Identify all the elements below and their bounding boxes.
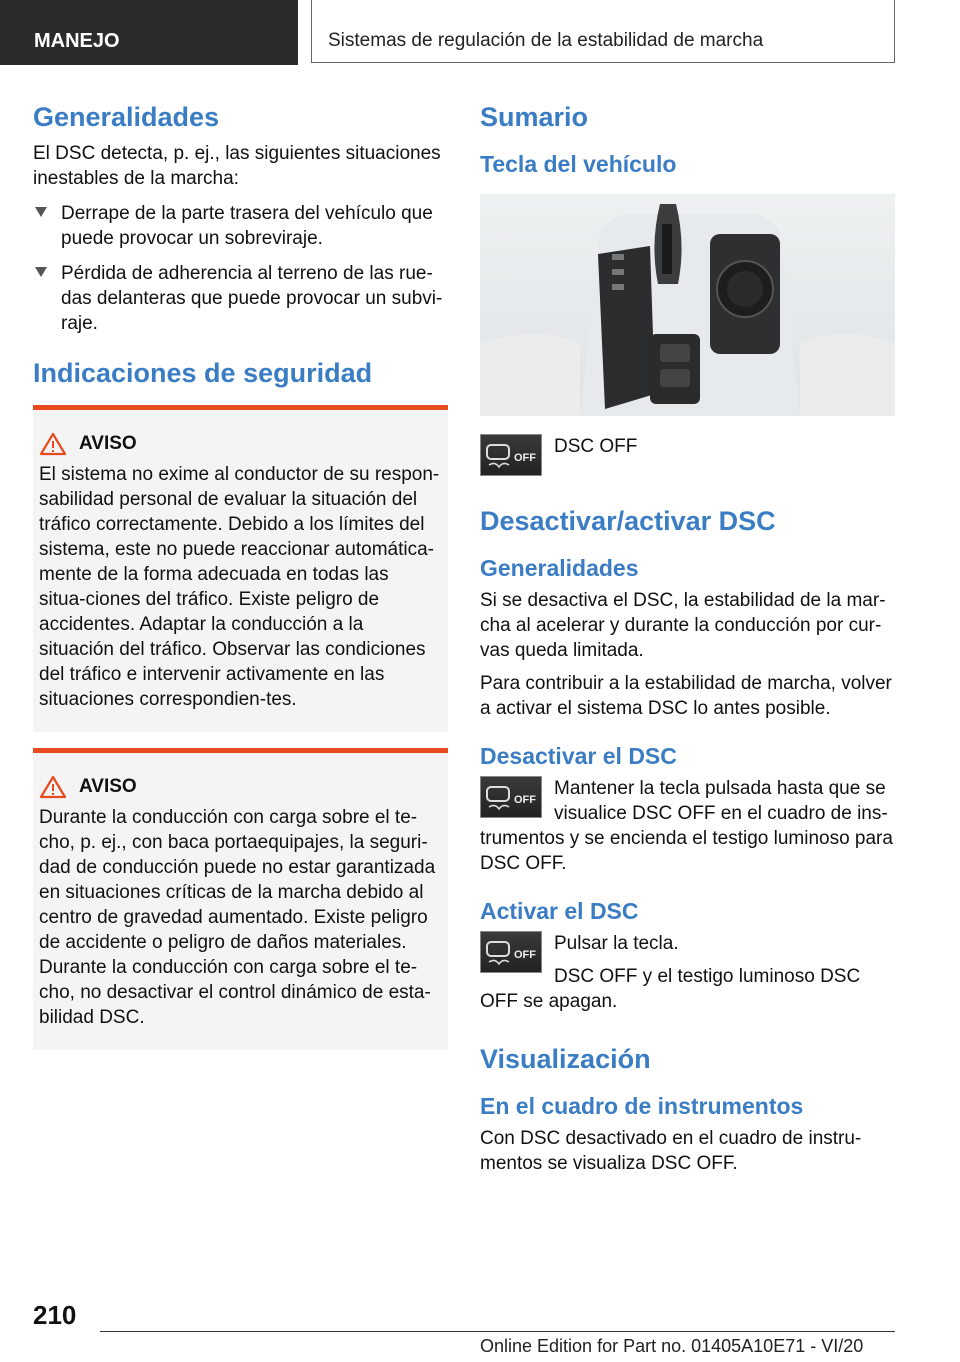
heading-display: Visualización [480, 1044, 651, 1074]
warning-title-text: AVISO [79, 776, 137, 797]
dsc-off-button-icon [480, 434, 542, 476]
dsc-off-button-icon [480, 931, 542, 973]
deactivate-section [480, 776, 895, 876]
footer-edition: Online Edition for Part no. 01405A10E71 - VI/20 [480, 1336, 864, 1356]
activate-paragraph-2: DSC OFF y el testigo luminoso DSC OFF se apagan. [480, 966, 861, 1012]
warning-title [39, 775, 440, 799]
general-2-paragraph-a: Si se desactiva el DSC, la estabilidad de la mar‐cha al acelerar y durante la conducción por cur‐vas queda limitada. [480, 590, 886, 661]
warning-box [33, 405, 448, 732]
dsc-key-caption-row [480, 434, 895, 476]
heading-activate: Activar el DSC [480, 898, 639, 924]
heading-instrument-cluster: En el cuadro de instrumentos [480, 1093, 804, 1119]
list-item [33, 201, 448, 251]
heading-generalidades: Generalidades [33, 102, 220, 132]
skid-car-icon [481, 777, 541, 817]
key-caption: DSC OFF [554, 436, 638, 457]
off-label: OFF [514, 794, 536, 806]
footer-divider [100, 1331, 895, 1332]
general-paragraph: El DSC detecta, p. ej., las siguientes situaciones inestables de la marcha: [33, 143, 441, 189]
list-item-text: Derrape de la parte trasera del vehículo que puede provocar un sobreviraje. [61, 203, 433, 249]
heading-general-2: Generalidades [480, 555, 639, 581]
warning-triangle-icon [39, 432, 67, 456]
warning-title [39, 432, 440, 456]
center-console-photo [480, 194, 895, 416]
off-label: OFF [514, 949, 536, 961]
warning-triangle-icon [39, 775, 67, 799]
deactivate-paragraph: Mantener la tecla pulsada hasta que se visualice DSC OFF en el cuadro de ins‐trumentos y se encienda el testigo luminoso para DSC OFF. [480, 778, 893, 874]
warning-text: El sistema no exime al conductor de su respon‐sabilidad personal de evaluar la situación del tráfico correctamente. Debido a los límites del sistema, este no puede reaccionar automática‐mente de la forma adecuada en todas las situa‐ciones del tráfico. Existe peligro de accidentes. Adaptar la conducción a la situación del tráfico. Observar las condiciones del tráfico e intervenir activamente en las situaciones correspondien‐tes. [39, 464, 440, 710]
situation-list [33, 201, 448, 336]
page-number: 210 [33, 1300, 77, 1330]
heading-sumario: Sumario [480, 102, 589, 132]
heading-safety: Indicaciones de seguridad [33, 358, 373, 388]
general-2-paragraph-b: Para contribuir a la estabilidad de marcha, volver a activar el sistema DSC lo antes posible. [480, 673, 892, 719]
triangle-bullet-icon [35, 267, 47, 277]
skid-car-icon [481, 435, 541, 475]
center-console-illustration [480, 194, 895, 416]
header-chapter-label: Sistemas de regulación de la estabilidad de marcha [328, 30, 764, 51]
heading-deactivate: Desactivar el DSC [480, 743, 677, 769]
warning-box [33, 748, 448, 1050]
activate-section [480, 931, 895, 1014]
list-item [33, 261, 448, 336]
header-chapter-tab [311, 0, 895, 63]
right-column [480, 100, 895, 1176]
cluster-paragraph: Con DSC desactivado en el cuadro de instru‐mentos se visualiza DSC OFF. [480, 1128, 862, 1174]
triangle-bullet-icon [35, 207, 47, 217]
list-item-text: Pérdida de adherencia al terreno de las rue‐das delanteras que puede provocar un subvi‐raje. [61, 263, 443, 334]
dsc-off-button-icon [480, 776, 542, 818]
warning-text: Durante la conducción con carga sobre el te‐cho, p. ej., con baca portaequipajes, la seguri‐dad de conducción puede no estar garantizada en situaciones críticas de la marcha debido al centro de gravedad aumentado. Existe peligro de accidente o peligro de daños materiales. Durante la conducción con carga sobre el te‐cho, no desactivar el control dinámico de esta‐bilidad DSC. [39, 807, 436, 1028]
skid-car-icon [481, 932, 541, 972]
header-section-tab [0, 0, 298, 65]
activate-paragraph-1: Pulsar la tecla. [554, 933, 679, 954]
heading-vehicle-key: Tecla del vehículo [480, 151, 677, 177]
heading-toggle-dsc: Desactivar/activar DSC [480, 506, 776, 536]
header-section-label: MANEJO [34, 30, 120, 52]
left-column [33, 100, 448, 1050]
warning-title-text: AVISO [79, 433, 137, 454]
off-label: OFF [514, 452, 536, 464]
